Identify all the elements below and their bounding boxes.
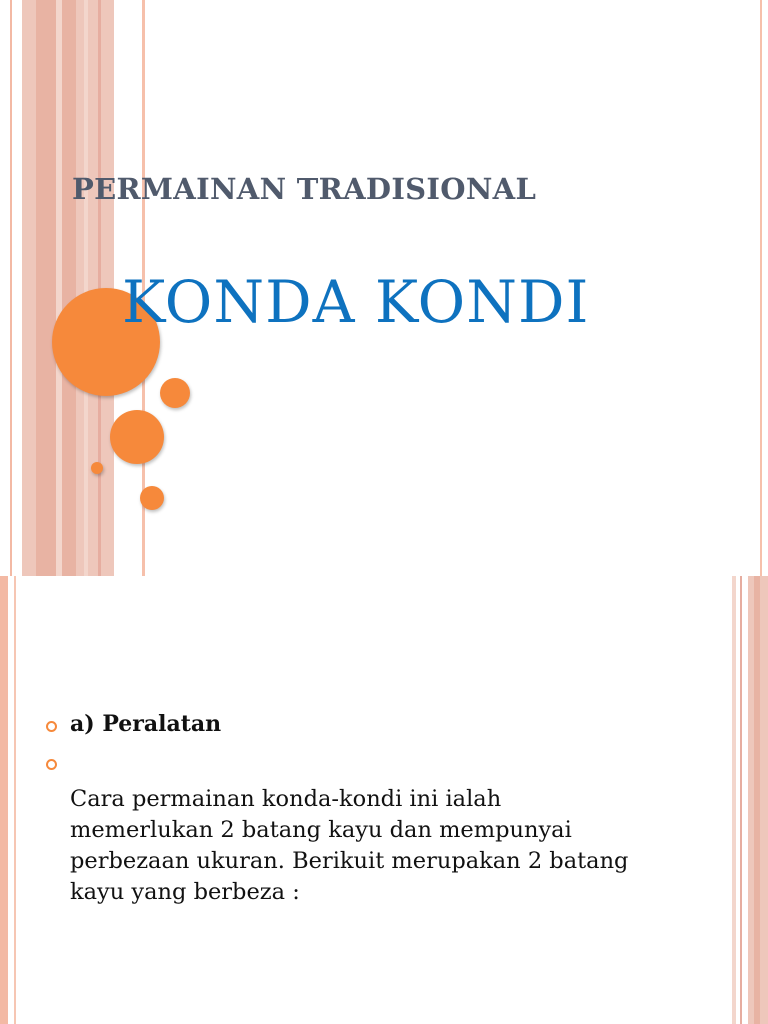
slide-title: KONDA KONDI bbox=[122, 268, 590, 336]
decorative-stripe bbox=[0, 576, 8, 1024]
decorative-circle bbox=[91, 462, 103, 474]
decorative-stripe bbox=[84, 0, 88, 576]
bullet-ring-icon bbox=[46, 721, 57, 732]
decorative-stripe bbox=[754, 576, 760, 1024]
paragraph-line: memerlukan 2 batang kayu dan mempunyai bbox=[70, 817, 572, 843]
paragraph-line: Cara permainan konda-kondi ini ialah bbox=[70, 786, 502, 812]
decorative-circle bbox=[140, 486, 164, 510]
decorative-circle bbox=[160, 378, 190, 408]
decorative-stripe bbox=[14, 576, 16, 1024]
decorative-stripe bbox=[760, 0, 762, 576]
bullet-ring-icon bbox=[46, 759, 57, 770]
paragraph-line: perbezaan ukuran. Berikuit merupakan 2 batang bbox=[70, 848, 629, 874]
decorative-stripe bbox=[740, 576, 742, 1024]
paragraph-line: kayu yang berbeza : bbox=[70, 879, 300, 905]
decorative-stripe bbox=[732, 576, 736, 1024]
bullet-heading: a) Peralatan bbox=[70, 711, 222, 737]
decorative-circle bbox=[110, 410, 164, 464]
decorative-stripe bbox=[10, 0, 12, 576]
decorative-stripe bbox=[56, 0, 62, 576]
body-paragraph bbox=[70, 784, 710, 908]
slide-subtitle: PERMAINAN TRADISIONAL bbox=[72, 172, 537, 206]
